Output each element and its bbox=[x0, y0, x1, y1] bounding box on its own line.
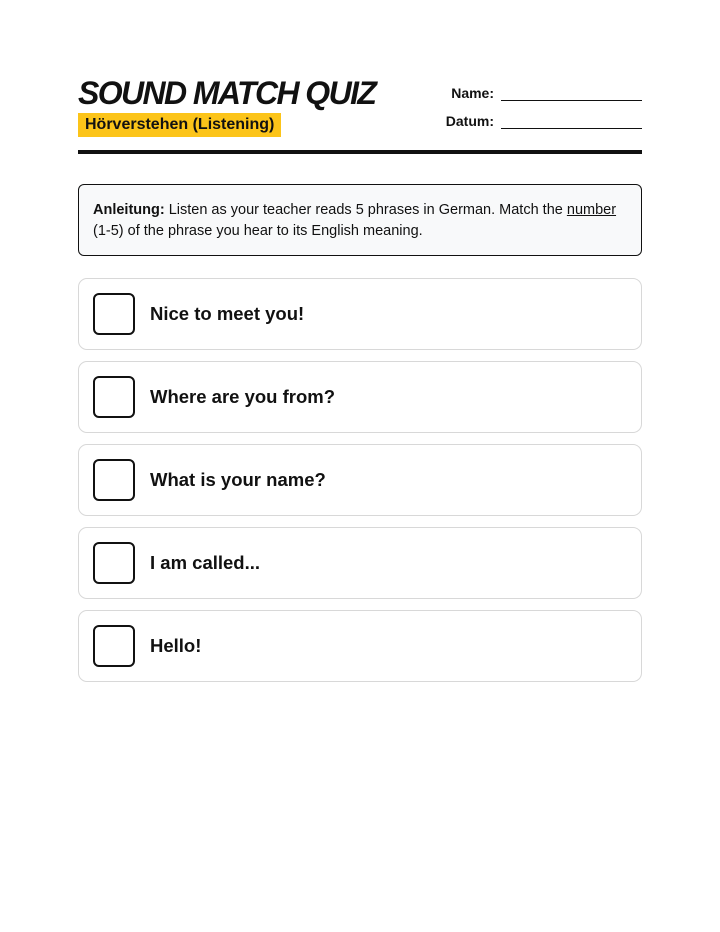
english-phrase: I am called... bbox=[150, 552, 261, 573]
answer-box[interactable] bbox=[93, 459, 135, 501]
match-item bbox=[78, 610, 642, 682]
match-item bbox=[78, 444, 642, 516]
header bbox=[78, 74, 642, 154]
match-item bbox=[78, 361, 642, 433]
name-label: Name: bbox=[451, 85, 494, 101]
answer-box[interactable] bbox=[93, 293, 135, 335]
instructions-text-before: Listen as your teacher reads 5 phrases in German. Match the bbox=[164, 202, 567, 218]
english-phrase: Where are you from? bbox=[150, 386, 336, 407]
date-input-line[interactable] bbox=[501, 113, 642, 129]
english-phrase: Nice to meet you! bbox=[150, 303, 305, 324]
answer-box[interactable] bbox=[93, 376, 135, 418]
worksheet bbox=[78, 74, 642, 693]
match-item bbox=[78, 527, 642, 599]
answer-box[interactable] bbox=[93, 542, 135, 584]
subtitle-badge: Hörverstehen (Listening) bbox=[78, 113, 281, 137]
name-field bbox=[451, 85, 642, 101]
date-label: Datum: bbox=[445, 113, 494, 129]
english-phrase: Hello! bbox=[150, 635, 202, 656]
date-field bbox=[446, 113, 642, 129]
answer-box[interactable] bbox=[93, 625, 135, 667]
page-title: SOUND MATCH QUIZ bbox=[78, 75, 376, 111]
match-list bbox=[78, 278, 642, 682]
match-item bbox=[78, 278, 642, 350]
instructions-lead: Anleitung: bbox=[93, 202, 165, 218]
instructions-underlined: number bbox=[566, 202, 617, 218]
instructions-box bbox=[78, 184, 642, 256]
instructions-text-after: (1-5) of the phrase you hear to its English meaning. bbox=[93, 223, 423, 239]
english-phrase: What is your name? bbox=[150, 469, 326, 490]
name-input-line[interactable] bbox=[501, 85, 642, 101]
